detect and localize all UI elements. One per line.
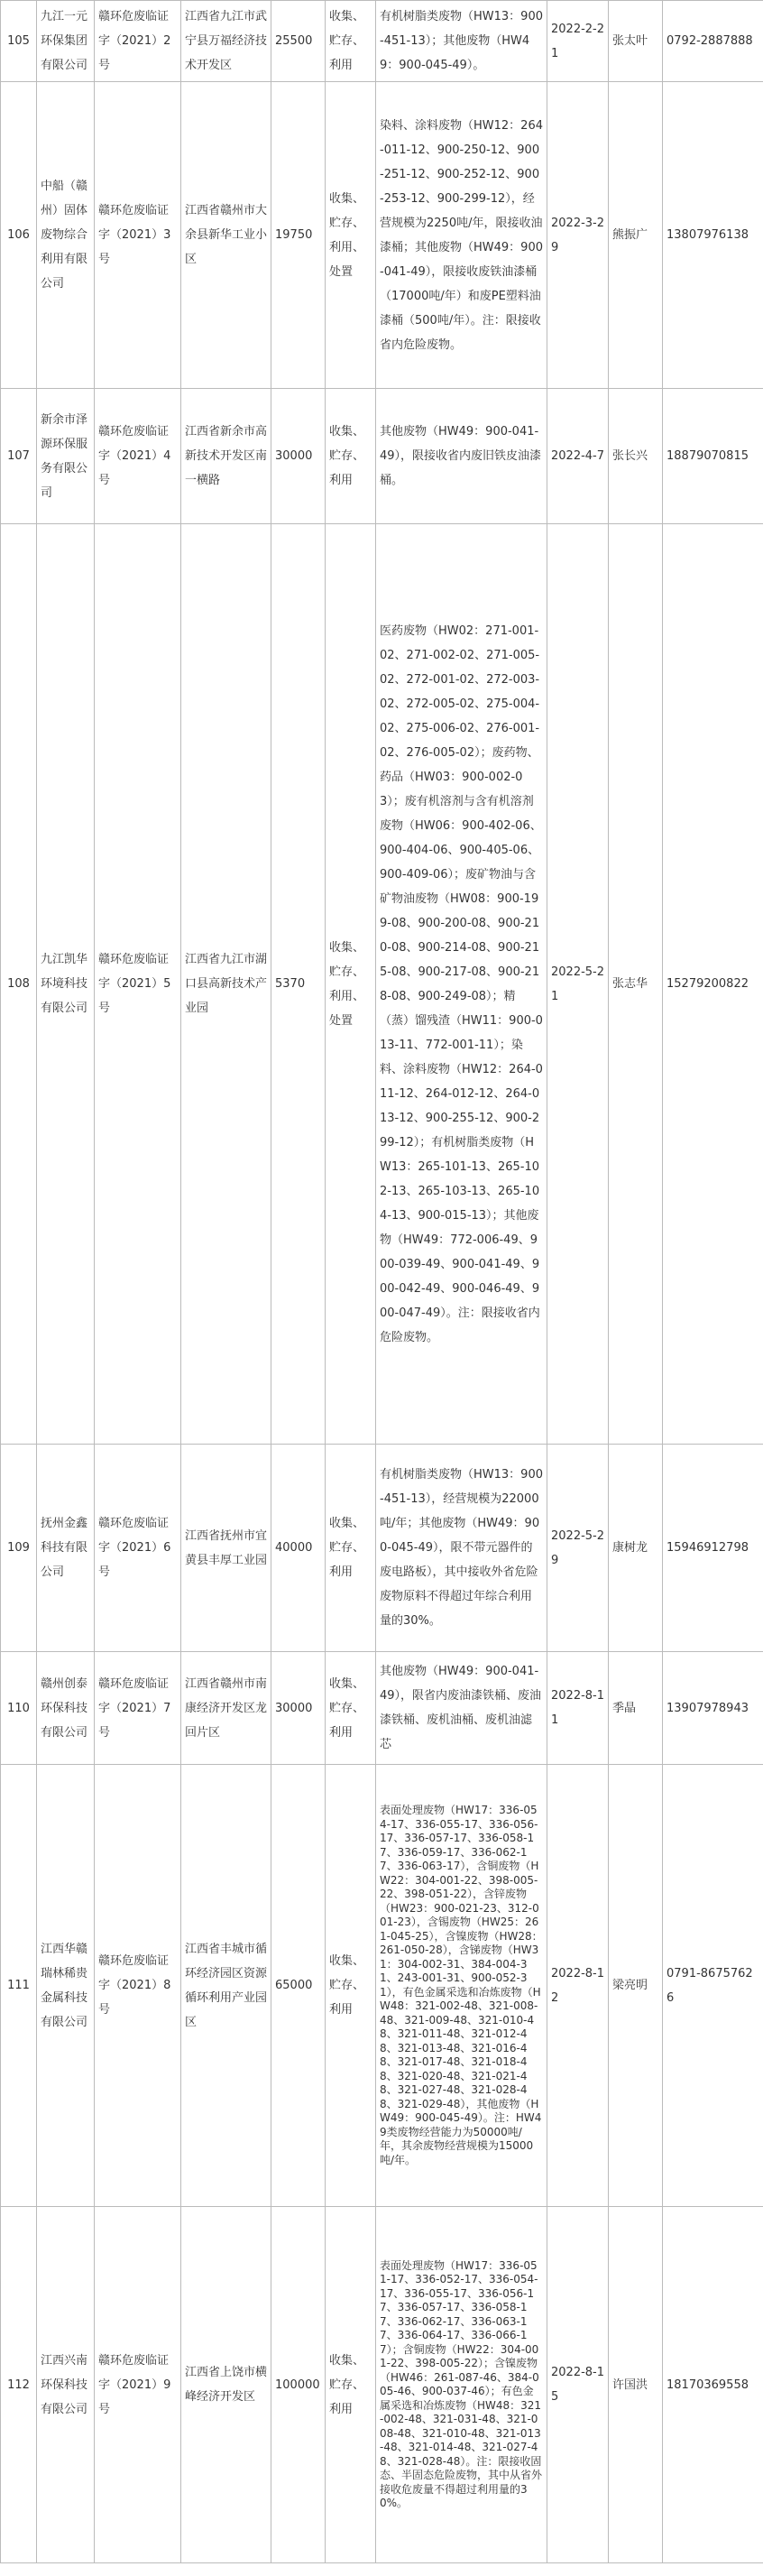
contact-person: 张长兴: [609, 389, 663, 524]
table-row: [1, 1652, 763, 1765]
row-number: 107: [1, 389, 37, 524]
capacity: 30000: [271, 389, 326, 524]
contact-phone: 18170369558: [663, 2207, 763, 2563]
license-number: 赣环危废临证字（2021）3号: [95, 82, 181, 389]
validity-date: 2022-8-11: [547, 1652, 609, 1765]
company-name: 九江一元环保集团有限公司: [37, 1, 95, 82]
waste-scope: 其他废物（HW49：900-041-49），限接收省内废旧铁皮油漆桶。: [376, 389, 547, 524]
row-number: 109: [1, 1445, 37, 1652]
operation-method: 收集、贮存、利用: [326, 1445, 376, 1652]
table-row: [1, 1765, 763, 2207]
row-number: 110: [1, 1652, 37, 1765]
row-number: 108: [1, 524, 37, 1445]
operation-method: 收集、贮存、利用、处置: [326, 524, 376, 1445]
validity-date: 2022-8-15: [547, 2207, 609, 2563]
validity-date: 2022-5-29: [547, 1445, 609, 1652]
capacity: 40000: [271, 1445, 326, 1652]
table-row: [1, 1445, 763, 1652]
license-number: 赣环危废临证字（2021）5号: [95, 524, 181, 1445]
row-number: 105: [1, 1, 37, 82]
validity-date: 2022-2-21: [547, 1, 609, 82]
contact-person: 季晶: [609, 1652, 663, 1765]
capacity: 25500: [271, 1, 326, 82]
address: 江西省赣州市大余县新华工业小区: [181, 82, 271, 389]
waste-scope: 表面处理废物（HW17：336-051-17、336-052-17、336-054-17、336-055-17、336-056-17、336-057-17、336-058-17、336-062-17、336-063-17、336-064-17、336-066-17）；含铜废物（HW22：304-001-22、398-005-22）；含镍废物（HW46：261-087-46、384-005-46、900-037-46）；有色金属采选和冶炼废物（HW48：321-002-48、321-031-48、321-008-48、321-010-48、321-013-48、321-014-48、321-027-48、321-028-48）。注：限接收固态、半固态危险废物，其中从省外接收危废量不得超过利用量的30%。: [376, 2207, 547, 2563]
license-number: 赣环危废临证字（2021）6号: [95, 1445, 181, 1652]
address: 江西省赣州市南康经济开发区龙回片区: [181, 1652, 271, 1765]
company-name: 抚州金鑫科技有限公司: [37, 1445, 95, 1652]
validity-date: 2022-8-12: [547, 1765, 609, 2207]
contact-phone: 0792-2887888: [663, 1, 763, 82]
operation-method: 收集、贮存、利用: [326, 1, 376, 82]
contact-phone: 13807976138: [663, 82, 763, 389]
table-row: [1, 1, 763, 82]
capacity: 100000: [271, 2207, 326, 2563]
operation-method: 收集、贮存、利用: [326, 2207, 376, 2563]
validity-date: 2022-5-21: [547, 524, 609, 1445]
license-number: 赣环危废临证字（2021）9号: [95, 2207, 181, 2563]
contact-phone: 15946912798: [663, 1445, 763, 1652]
company-name: 新余市泽源环保服务有限公司: [37, 389, 95, 524]
contact-person: 康树龙: [609, 1445, 663, 1652]
address: 江西省上饶市横峰经济开发区: [181, 2207, 271, 2563]
contact-phone: 15279200822: [663, 524, 763, 1445]
contact-person: 熊振广: [609, 82, 663, 389]
address: 江西省丰城市循环经济园区资源循环利用产业园区: [181, 1765, 271, 2207]
table-row: [1, 389, 763, 524]
contact-person: 张志华: [609, 524, 663, 1445]
validity-date: 2022-4-7: [547, 389, 609, 524]
address: 江西省九江市湖口县高新技术产业园: [181, 524, 271, 1445]
validity-date: 2022-3-29: [547, 82, 609, 389]
table-row: [1, 82, 763, 389]
company-name: 中船（赣州）固体废物综合利用有限公司: [37, 82, 95, 389]
operation-method: 收集、贮存、利用: [326, 1765, 376, 2207]
company-name: 九江凯华环境科技有限公司: [37, 524, 95, 1445]
address: 江西省抚州市宜黄县丰厚工业园: [181, 1445, 271, 1652]
operation-method: 收集、贮存、利用: [326, 389, 376, 524]
capacity: 30000: [271, 1652, 326, 1765]
license-number: 赣环危废临证字（2021）7号: [95, 1652, 181, 1765]
operation-method: 收集、贮存、利用: [326, 1652, 376, 1765]
waste-scope: 其他废物（HW49：900-041-49），限省内废油漆铁桶、废油漆铁桶、废机油桶、废机油滤芯: [376, 1652, 547, 1765]
waste-scope: 有机树脂类废物（HW13：900-451-13），经营规模为22000吨/年；其他废物（HW49：900-045-49），限不带元器件的废电路板），其中接收外省危险废物原料不得超过年综合利用量的30%。: [376, 1445, 547, 1652]
license-number: 赣环危废临证字（2021）2号: [95, 1, 181, 82]
company-name: 江西兴南环保科技有限公司: [37, 2207, 95, 2563]
waste-scope: 染料、涂料废物（HW12：264-011-12、900-250-12、900-251-12、900-252-12、900-253-12、900-299-12），经营规模为2250吨/年，限接收油漆桶；其他废物（HW49：900-041-49），限接收废铁油漆桶（17000吨/年）和废PE塑料油漆桶（500吨/年）。注：限接收省内危险废物。: [376, 82, 547, 389]
table-row: [1, 524, 763, 1445]
capacity: 5370: [271, 524, 326, 1445]
row-number: 106: [1, 82, 37, 389]
company-name: 江西华赣瑞林稀贵金属科技有限公司: [37, 1765, 95, 2207]
company-name: 赣州创泰环保科技有限公司: [37, 1652, 95, 1765]
address: 江西省新余市高新技术开发区南一横路: [181, 389, 271, 524]
contact-phone: 0791-86757626: [663, 1765, 763, 2207]
waste-scope: 表面处理废物（HW17：336-054-17、336-055-17、336-056-17、336-057-17、336-058-17、336-059-17、336-062-17、336-063-17），含铜废物（HW22：304-001-22、398-005-22、398-051-22），含锌废物（HW23：900-021-23、312-001-23），含锡废物（HW25：261-045-25），含镍废物（HW28：261-050-28），含锑废物（HW31：304-002-31、384-004-31、243-001-31、900-052-31），有色金属采选和冶炼废物（HW48：321-002-48、321-008-48、321-009-48、321-010-48、321-011-48、321-012-48、321-013-48、321-016-48、321-017-48、321-018-48、321-020-48、321-021-48、321-027-48、321-028-48、321-029-48），其他废物（HW49：900-045-49）。注：HW49类废物经营能力为50000吨/年，其余废物经营规模为15000吨/年。: [376, 1765, 547, 2207]
contact-person: 许国洪: [609, 2207, 663, 2563]
contact-person: 梁亮明: [609, 1765, 663, 2207]
contact-phone: 18879070815: [663, 389, 763, 524]
operation-method: 收集、贮存、利用、处置: [326, 82, 376, 389]
address: 江西省九江市武宁县万福经济技术开发区: [181, 1, 271, 82]
waste-scope: 医药废物（HW02：271-001-02、271-002-02、271-005-02、272-001-02、272-003-02、272-005-02、275-004-02、275-006-02、276-001-02、276-005-02）；废药物、药品（HW03：900-002-03）；废有机溶剂与含有机溶剂废物（HW06：900-402-06、900-404-06、900-405-06、900-409-06）；废矿物油与含矿物油废物（HW08：900-199-08、900-200-08、900-210-08、900-214-08、900-215-08、900-217-08、900-218-08、900-249-08）；精（蒸）馏残渣（HW11：900-013-11、772-001-11）；染料、涂料废物（HW12：264-011-12、264-012-12、264-013-12、900-255-12、900-299-12）；有机树脂类废物（HW13：265-101-13、265-102-13、265-103-13、265-104-13、900-015-13）；其他废物（HW49：772-006-49、900-039-49、900-041-49、900-042-49、900-046-49、900-047-49）。注：限接收省内危险废物。: [376, 524, 547, 1445]
table-row: [1, 2207, 763, 2563]
contact-person: 张太叶: [609, 1, 663, 82]
capacity: 65000: [271, 1765, 326, 2207]
row-number: 112: [1, 2207, 37, 2563]
license-number: 赣环危废临证字（2021）4号: [95, 389, 181, 524]
contact-phone: 13907978943: [663, 1652, 763, 1765]
capacity: 19750: [271, 82, 326, 389]
license-number: 赣环危废临证字（2021）8号: [95, 1765, 181, 2207]
row-number: 111: [1, 1765, 37, 2207]
waste-scope: 有机树脂类废物（HW13：900-451-13）；其他废物（HW49：900-045-49）。: [376, 1, 547, 82]
